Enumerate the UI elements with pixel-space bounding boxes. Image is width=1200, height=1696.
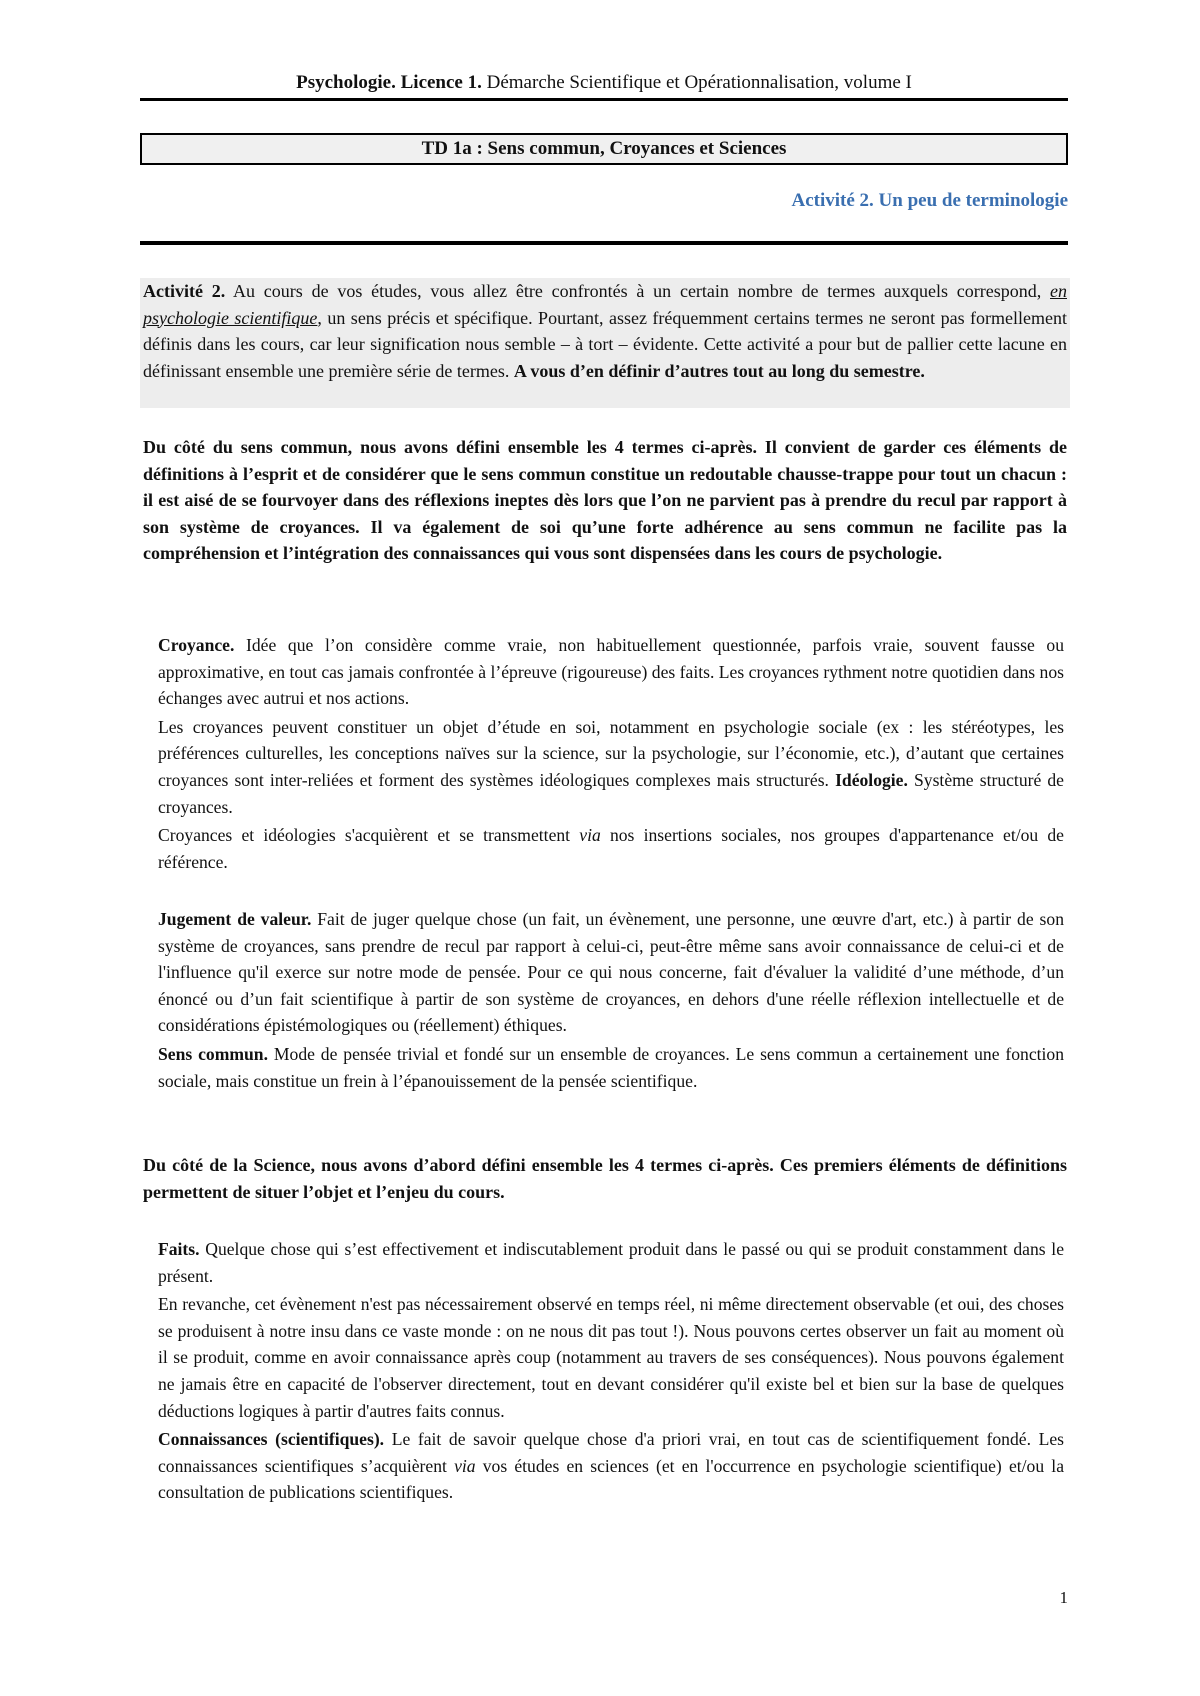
croyance-term: Croyance. [158, 635, 235, 655]
science-definitions [158, 1236, 1064, 1508]
page-number: 1 [1059, 1588, 1068, 1607]
sens-commun-term: Sens commun. [158, 1043, 268, 1064]
td-title: TD 1a : Sens commun, Croyances et Sciences [421, 138, 787, 159]
croyance-paragraph-3 [158, 822, 1064, 875]
croyance-p3-start: Croyances et idéologies s'acquièrent et se transmettent [158, 825, 580, 846]
intro-text-1: Au cours de vos études, vous allez être confrontés à un certain nombre de termes auxquels correspond, [225, 281, 1050, 301]
sens-commun-paragraph [158, 1041, 1064, 1094]
intro-label: Activité 2. [143, 281, 226, 301]
running-header [140, 72, 1068, 94]
faits-def: Quelque chose qui s’est effectivement et indiscutablement produit dans le passé ou qui se produit constamment dans le présent. [158, 1239, 1064, 1286]
heading-rule [140, 241, 1068, 245]
sens-commun-intro: Du côté du sens commun, nous avons défini ensemble les 4 termes ci-après. Il convient de garder ces éléments de définitions à l’esprit et de considérer que le sens commun constitue un redoutable chausse-trappe pour tout un chacun : il est aisé de se fourvoyer dans des réflexions ineptes dès lors que l’on ne parvient pas à prendre du recul par rapport à son système de croyances. Il va également de soi qu’une forte adhérence au sens commun ne facilite pas la compréhension et l’intégration des connaissances qui vous sont dispensées dans les cours de psychologie. [143, 437, 1067, 564]
activity-heading: Activité 2. Un peu de terminologie [791, 190, 1068, 211]
faits-term: Faits. [158, 1239, 200, 1259]
header-course-title: Démarche Scientifique et Opérationnalisation, volume I [481, 72, 912, 93]
croyance-p2: Les croyances peuvent constituer un objet d’étude en soi, notamment en psychologie sociale (ex : les stéréotypes, les préférences culturelles, les conceptions naïves sur la science, sur la psychologie, sur l’économie, etc.), d’autant que certaines croyances sont inter-reliées et forment des systèmes idéologiques complexes mais structurés. [158, 716, 1064, 790]
croyance-paragraph-2 [158, 714, 1064, 820]
intro-text-2: , un sens précis et spécifique. Pourtant, assez fréquemment certains termes ne seront pas formellement définis dans les cours, car leur signification nous semble – à tort – évidente. Cette activité a pour but de pallier cette lacune en définissant ensemble une première série de termes. [143, 307, 1067, 381]
connaissances-term: Connaissances (scientifiques). [158, 1429, 385, 1450]
croyance-def: Idée que l’on considère comme vraie, non habituellement questionnée, parfois vraie, souvent fausse ou approximative, en tout cas jamais confrontée à l’épreuve (rigoureuse) des faits. Les croyances rythment notre quotidien dans nos échanges avec autrui et nos actions. [158, 635, 1064, 709]
ideologie-term: Idéologie. [835, 769, 908, 790]
sens-commun-def: Mode de pensée trivial et fondé sur un ensemble de croyances. Le sens commun a certainement une fonction sociale, mais constitue un frein à l’épanouissement de la pensée scientifique. [158, 1043, 1065, 1091]
connaissances-def-end: vos études en sciences (et en l'occurrence en psychologie scientifique) et/ou la consultation de publications scientifiques. [158, 1455, 1064, 1503]
croyance-definitions [158, 632, 1064, 877]
jugement-definitions [158, 906, 1064, 1096]
faits-paragraph [158, 1236, 1064, 1289]
ideologie-def: Système structuré de croyances. [158, 769, 1064, 817]
td-title-box [140, 133, 1068, 165]
intro-emphasis: en psychologie scientifique [143, 281, 1067, 328]
intro-paragraph [143, 278, 1067, 384]
croyance-paragraph [158, 632, 1064, 712]
intro-bold-end: A vous d’en définir d’autres tout au long du semestre. [513, 360, 925, 381]
connaissances-via: via [454, 1455, 476, 1476]
croyance-p3-via: via [579, 825, 601, 846]
header-course-label: Psychologie. Licence 1. [296, 72, 482, 93]
connaissances-def: Le fait de savoir quelque chose d'a priori vrai, en tout cas de scientifiquement fondé. Les connaissances scientifiques s’acquièrent [158, 1429, 1064, 1476]
jugement-term: Jugement de valeur. [158, 909, 312, 929]
faits-paragraph-2: En revanche, cet évènement n'est pas nécessairement observé en temps réel, ni même directement observable (et oui, des choses se produisent à notre insu dans ce vaste monde : on ne nous dit pas tout !). Nous pouvons certes observer un fait au moment où il se produit, comme en avoir connaissance après coup (notamment au travers de ses conséquences). Nous pouvons également ne jamais être en capacité de l'observer directement, tout en devant considérer qu'il existe bel et bien sur la base de quelques déductions logiques à partir d'autres faits connus. [158, 1294, 1064, 1421]
science-intro: Du côté de la Science, nous avons d’abord défini ensemble les 4 termes ci-après. Ces premiers éléments de définitions permettent de situer l’objet et l’enjeu du cours. [143, 1155, 1067, 1202]
jugement-def: Fait de juger quelque chose (un fait, un évènement, une personne, une œuvre d'art, etc.) à partir de son système de croyances, sans prendre de recul par rapport à celui-ci, peut-être même sans avoir connaissance de celui-ci et de l'influence qu'il exerce sur notre mode de pensée. Pour ce qui nous concerne, fait d'évaluer la validité d’une méthode, d’un énoncé ou d’un fait scientifique à partir de son système de croyances, en dehors d'une réelle réflexion intellectuelle et de considérations épistémologiques ou (réellement) éthiques. [158, 909, 1064, 1036]
croyance-p3-end: nos insertions sociales, nos groupes d'appartenance et/ou de référence. [158, 825, 1064, 872]
jugement-paragraph [158, 906, 1064, 1039]
connaissances-paragraph [158, 1426, 1064, 1506]
header-rule [140, 98, 1068, 101]
